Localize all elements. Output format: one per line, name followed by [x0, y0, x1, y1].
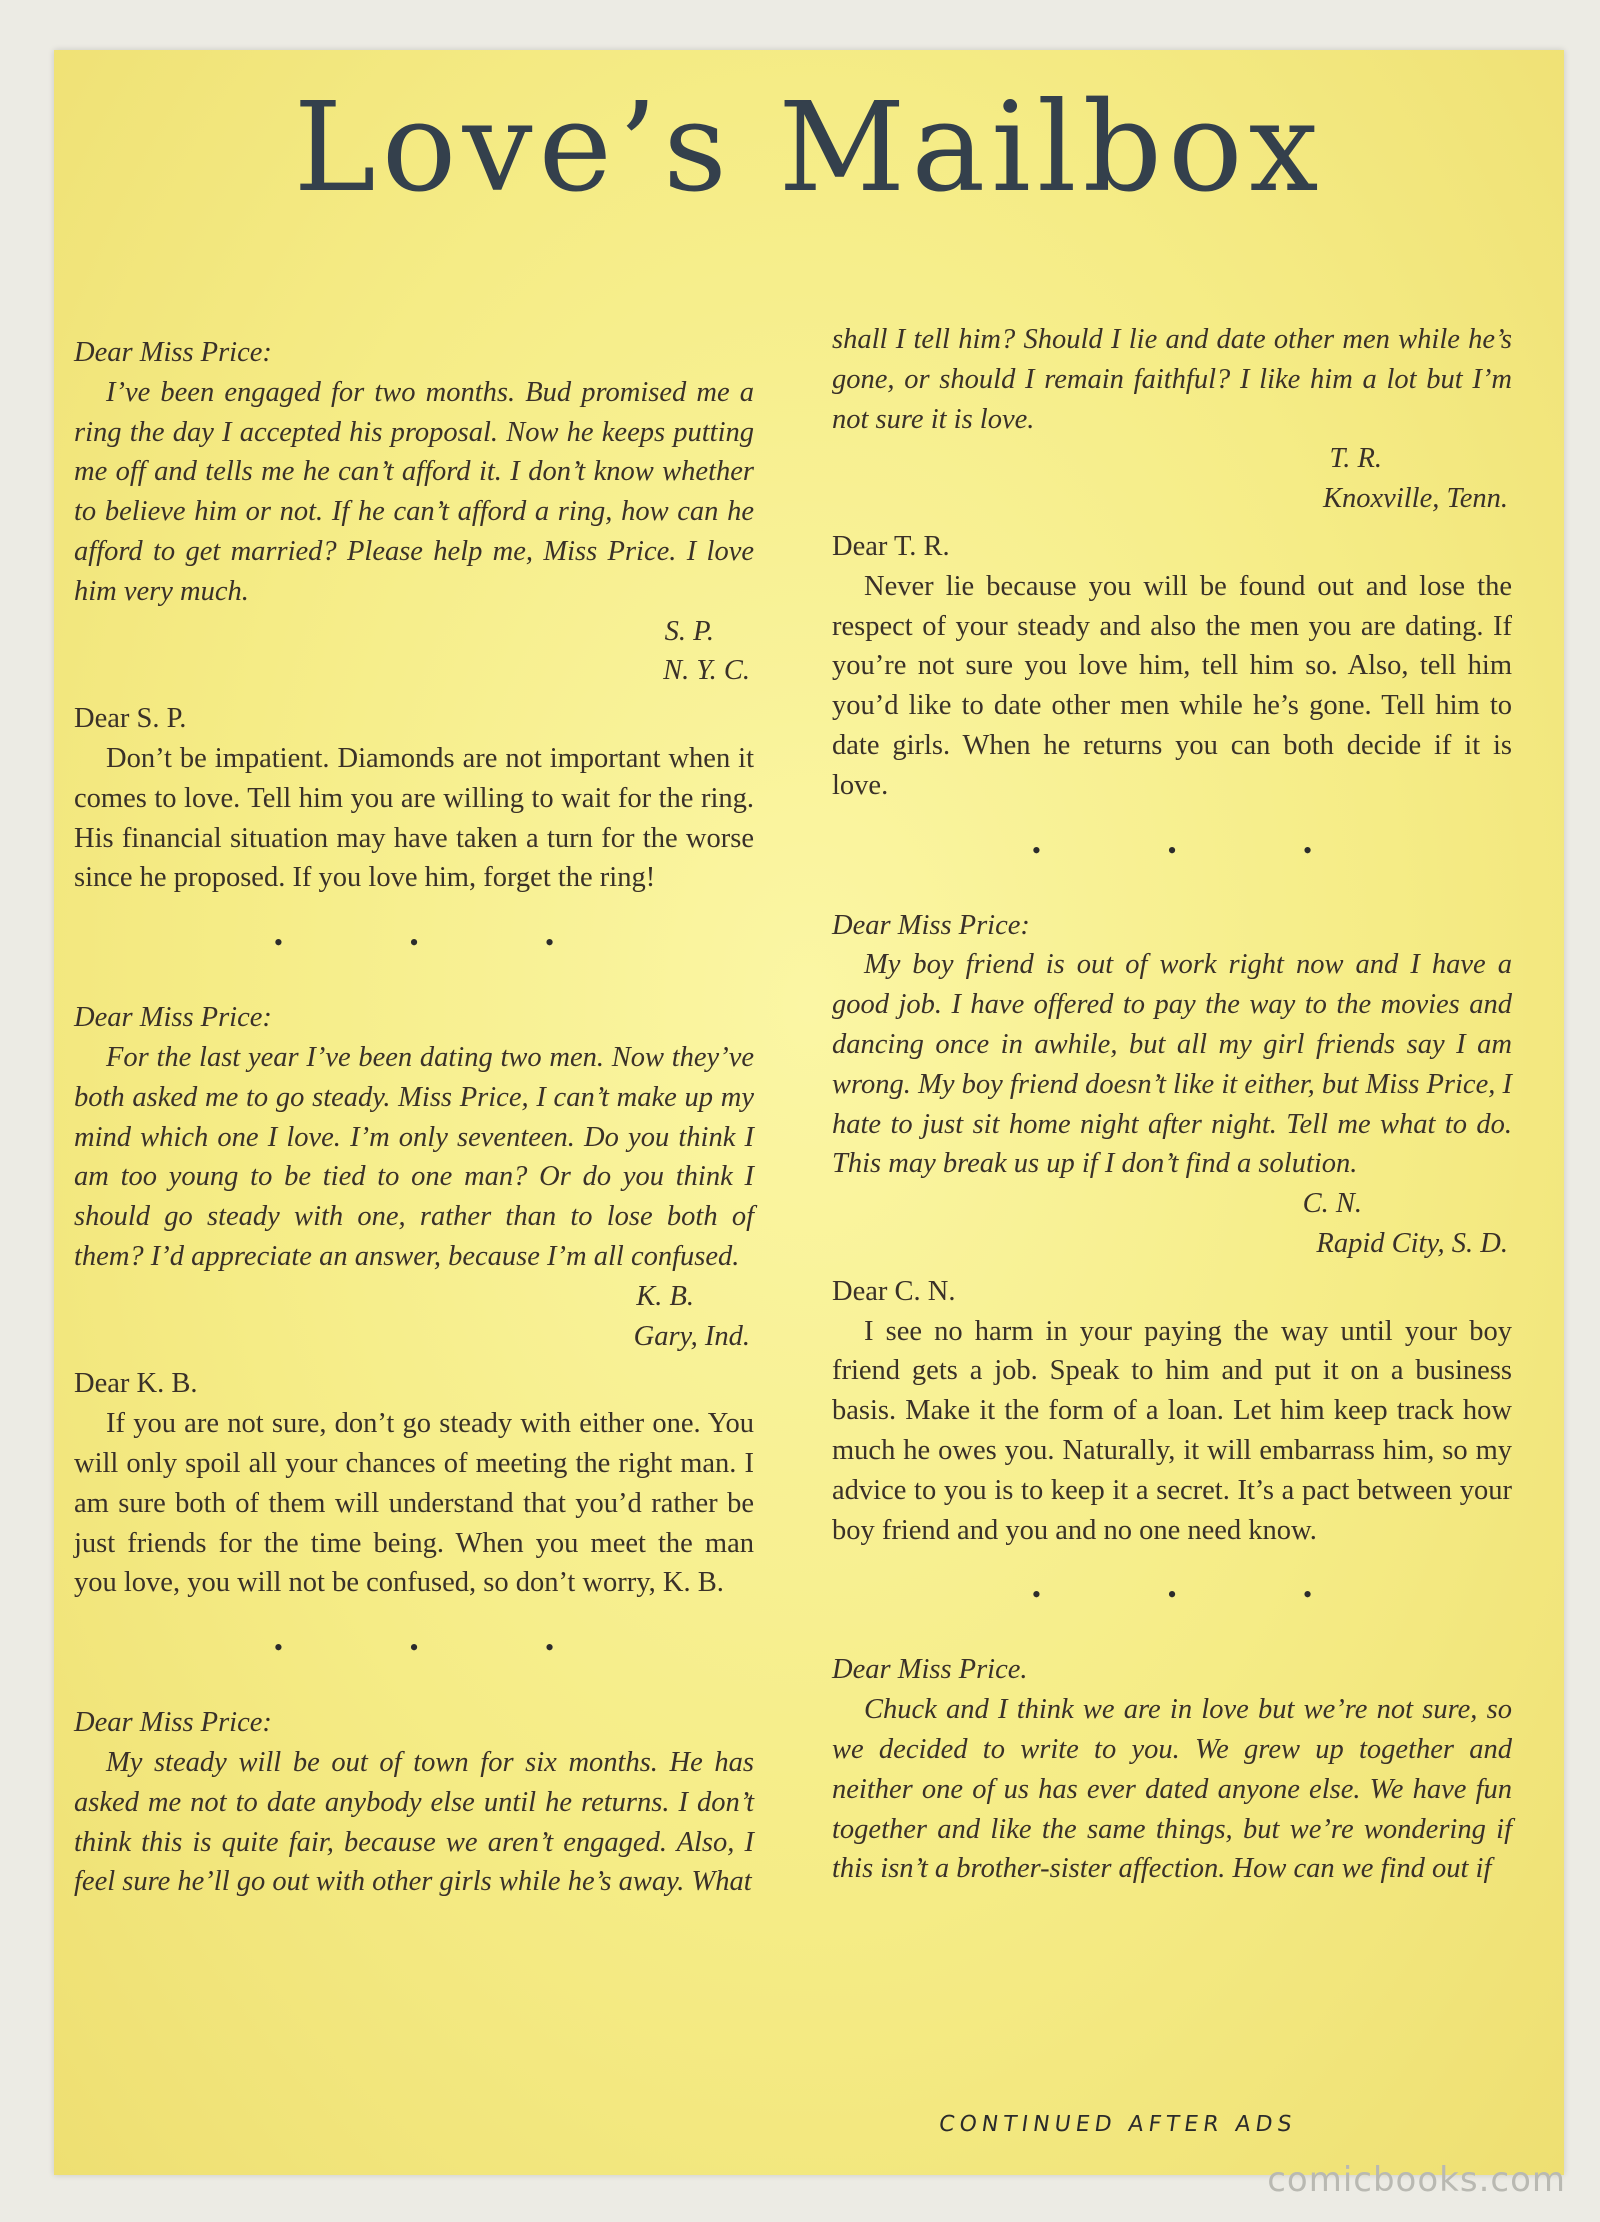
- salutation: Dear Miss Price:: [74, 1707, 272, 1739]
- left-column: [74, 325, 754, 1902]
- signature-initials: T. R.: [1329, 443, 1382, 475]
- right-column: [832, 320, 1512, 1889]
- reply-body: I see no harm in your paying the way until your boy friend gets a job. Speak to him and put it on a business basis. Make it the form of a loan. Let him keep track how much he owes you. Naturally, it will embarrass him, so my advice to you is to keep it a secret. It’s a pact between your boy friend and you and no one need know.: [832, 1315, 1512, 1546]
- signature-initials: K. B.: [636, 1280, 694, 1312]
- signature-initials: S. P.: [664, 615, 714, 647]
- signature-location: N. Y. C.: [663, 655, 750, 687]
- separator-dots: • • •: [1031, 1580, 1373, 1610]
- signature-location: Rapid City, S. D.: [1316, 1227, 1508, 1259]
- reply-salutation: Dear S. P.: [74, 703, 187, 735]
- separator-dots: • • •: [273, 928, 615, 958]
- salutation: Dear Miss Price.: [832, 1654, 1028, 1686]
- letter-body: Chuck and I think we are in love but we’re not sure, so we decided to write to you. We grew up together and neither one of us has ever dated anyone else. We have fun together and like the same things, but we’re wondering if this isn’t a brother-sister affection. How can we find out if: [832, 1694, 1512, 1885]
- signature-location: Knoxville, Tenn.: [1323, 483, 1508, 515]
- magazine-page: [54, 50, 1564, 2175]
- continued-after-ads-note: CONTINUED AFTER ADS: [937, 2112, 1299, 2137]
- reply-salutation: Dear T. R.: [832, 530, 950, 562]
- salutation: Dear Miss Price:: [74, 337, 272, 368]
- reply-body: If you are not sure, don’t go steady with either one. You will only spoil all your chances of meeting the right man. I am sure both of them will understand that you’d rather be just friends for the time being. When you meet the man you love, you will not be confused, so don’t worry, K. B.: [74, 1408, 754, 1599]
- letter-body: My boy friend is out of work right now and I have a good job. I have offered to pay the way to the movies and dancing once in awhile, but all my girl friends say I am wrong. My boy friend doesn’t like it either, but Miss Price, I hate to just sit home night after night. Tell me what to do. This may break us up if I don’t find a solution.: [832, 949, 1512, 1180]
- salutation: Dear Miss Price:: [832, 909, 1030, 941]
- reply-salutation: Dear K. B.: [74, 1368, 198, 1400]
- separator-dots: • • •: [273, 1633, 615, 1663]
- separator-dots: • • •: [1031, 835, 1373, 865]
- page-title: Love’s Mailbox: [293, 76, 1325, 220]
- reply-body: Never lie because you will be found out and lose the respect of your steady and also the men you are dating. If you’re not sure you love him, tell him so. Also, tell him you’d like to date other men while he’s gone. Tell him to date girls. When he returns you can both decide if it is love.: [832, 570, 1512, 801]
- reply-body: Don’t be impatient. Diamonds are not important when it comes to love. Tell him you are willing to wait for the ring. His financial situation may have taken a turn for the worse since he proposed. If you love him, forget the ring!: [74, 742, 754, 894]
- letter-body: I’ve been engaged for two months. Bud promised me a ring the day I accepted his proposal. Now he keeps putting me off and tells me he can’t afford it. I don’t know whether to believe him or not. If he can’t afford a ring, how can he afford to get married? Please help me, Miss Price. I love him very much.: [74, 376, 754, 607]
- letter-body: My steady will be out of town for six months. He has asked me not to date anybody else until he returns. I don’t think this is quite fair, because we aren’t engaged. Also, I feel sure he’ll go out with other girls while he’s away. What: [74, 1746, 754, 1898]
- signature-initials: C. N.: [1302, 1188, 1362, 1220]
- reply-salutation: Dear C. N.: [832, 1275, 956, 1307]
- signature-location: Gary, Ind.: [633, 1320, 750, 1352]
- salutation: Dear Miss Price:: [74, 1002, 272, 1034]
- letter-body: For the last year I’ve been dating two men. Now they’ve both asked me to go steady. Miss Price, I can’t make up my mind which one I love. I’m only seventeen. Do you think I am too young to be tied to one man? Or do you think I should go steady with one, rather than to lose both of them? I’d appreciate an answer, because I’m all confused.: [74, 1041, 754, 1272]
- letter-body-continued: shall I tell him? Should I lie and date other men while he’s gone, or should I remain faithful? I like him a lot but I’m not sure it is love.: [832, 324, 1512, 435]
- watermark: comicbooks.com: [1267, 2160, 1566, 2200]
